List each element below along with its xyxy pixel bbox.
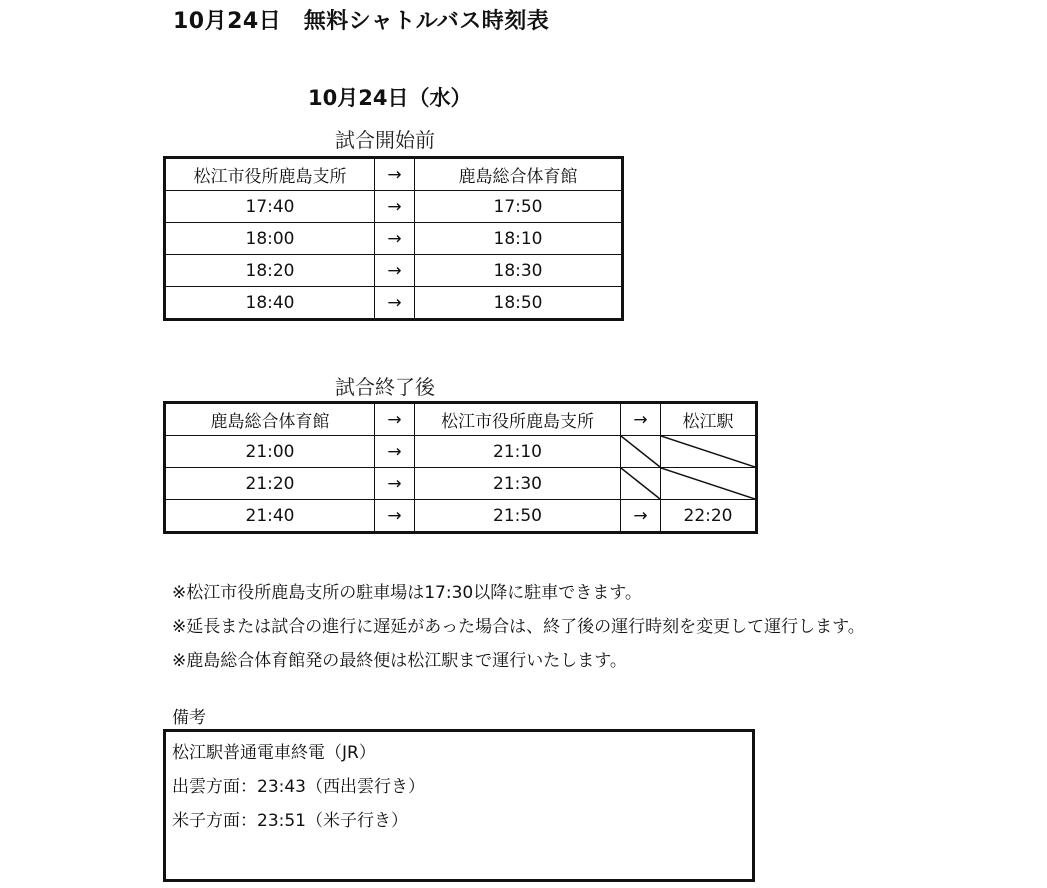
departure-time: 18:20 bbox=[165, 255, 375, 287]
departure-time: 18:00 bbox=[165, 223, 375, 255]
arrow-cell: → bbox=[375, 468, 415, 500]
departure-time: 18:40 bbox=[165, 287, 375, 320]
arrow-cell: → bbox=[375, 500, 415, 533]
departure-time: 21:00 bbox=[165, 436, 375, 468]
arrow-cell: → bbox=[621, 500, 661, 533]
header-cell: 鹿島総合体育館 bbox=[415, 158, 623, 191]
arrival-time: 21:50 bbox=[415, 500, 621, 533]
arrow-cell: → bbox=[621, 403, 661, 436]
remarks-box bbox=[163, 729, 755, 882]
diagonal-slash-icon bbox=[661, 468, 755, 499]
header-cell: 鹿島総合体育館 bbox=[165, 403, 375, 436]
diagonal-slash-icon bbox=[621, 436, 660, 467]
departure-time: 21:40 bbox=[165, 500, 375, 533]
diagonal-slash-icon bbox=[661, 436, 755, 467]
no-service-cell bbox=[621, 436, 661, 468]
arrow-cell: → bbox=[375, 223, 415, 255]
page-title: 10月24日 無料シャトルバス時刻表 bbox=[173, 9, 550, 34]
header-cell: 松江市役所鹿島支所 bbox=[165, 158, 375, 191]
table-header-row bbox=[165, 158, 623, 191]
after-game-heading: 試合終了後 bbox=[335, 375, 435, 399]
arrival-time: 22:20 bbox=[661, 500, 757, 533]
table-row bbox=[165, 287, 623, 320]
note-delay: ※延長または試合の進行に遅延があった場合は、終了後の運行時刻を変更して運行します。 bbox=[172, 617, 865, 637]
arrival-time: 17:50 bbox=[415, 191, 623, 223]
departure-time: 21:20 bbox=[165, 468, 375, 500]
table-row bbox=[165, 223, 623, 255]
after-game-timetable bbox=[163, 401, 758, 534]
header-cell: 松江駅 bbox=[661, 403, 757, 436]
arrival-time: 18:30 bbox=[415, 255, 623, 287]
arrow-cell: → bbox=[375, 158, 415, 191]
before-game-heading: 試合開始前 bbox=[335, 128, 435, 152]
arrival-time: 21:30 bbox=[415, 468, 621, 500]
departure-time: 17:40 bbox=[165, 191, 375, 223]
table-row bbox=[165, 468, 757, 500]
diagonal-slash-icon bbox=[621, 468, 660, 499]
remarks-label: 備考 bbox=[172, 708, 206, 728]
no-service-cell bbox=[621, 468, 661, 500]
remarks-line: 松江駅普通電車終電（JR） bbox=[172, 743, 376, 763]
arrow-cell: → bbox=[375, 436, 415, 468]
arrival-time: 18:10 bbox=[415, 223, 623, 255]
note-parking: ※松江市役所鹿島支所の駐車場は17:30以降に駐車できます。 bbox=[172, 583, 642, 603]
arrow-cell: → bbox=[375, 287, 415, 320]
no-service-cell bbox=[661, 436, 757, 468]
no-service-cell bbox=[661, 468, 757, 500]
table-row bbox=[165, 255, 623, 287]
table-row bbox=[165, 191, 623, 223]
table-row bbox=[165, 436, 757, 468]
arrow-cell: → bbox=[375, 403, 415, 436]
arrival-time: 18:50 bbox=[415, 287, 623, 320]
schedule-date: 10月24日（水） bbox=[308, 86, 472, 110]
table-header-row bbox=[165, 403, 757, 436]
header-cell: 松江市役所鹿島支所 bbox=[415, 403, 621, 436]
remarks-line: 米子方面：23:51（米子行き） bbox=[172, 811, 408, 831]
table-row bbox=[165, 500, 757, 533]
arrow-cell: → bbox=[375, 255, 415, 287]
before-game-timetable bbox=[163, 156, 624, 321]
remarks-line: 出雲方面：23:43（西出雲行き） bbox=[172, 777, 425, 797]
arrival-time: 21:10 bbox=[415, 436, 621, 468]
note-last-bus: ※鹿島総合体育館発の最終便は松江駅まで運行いたします。 bbox=[172, 651, 627, 671]
arrow-cell: → bbox=[375, 191, 415, 223]
